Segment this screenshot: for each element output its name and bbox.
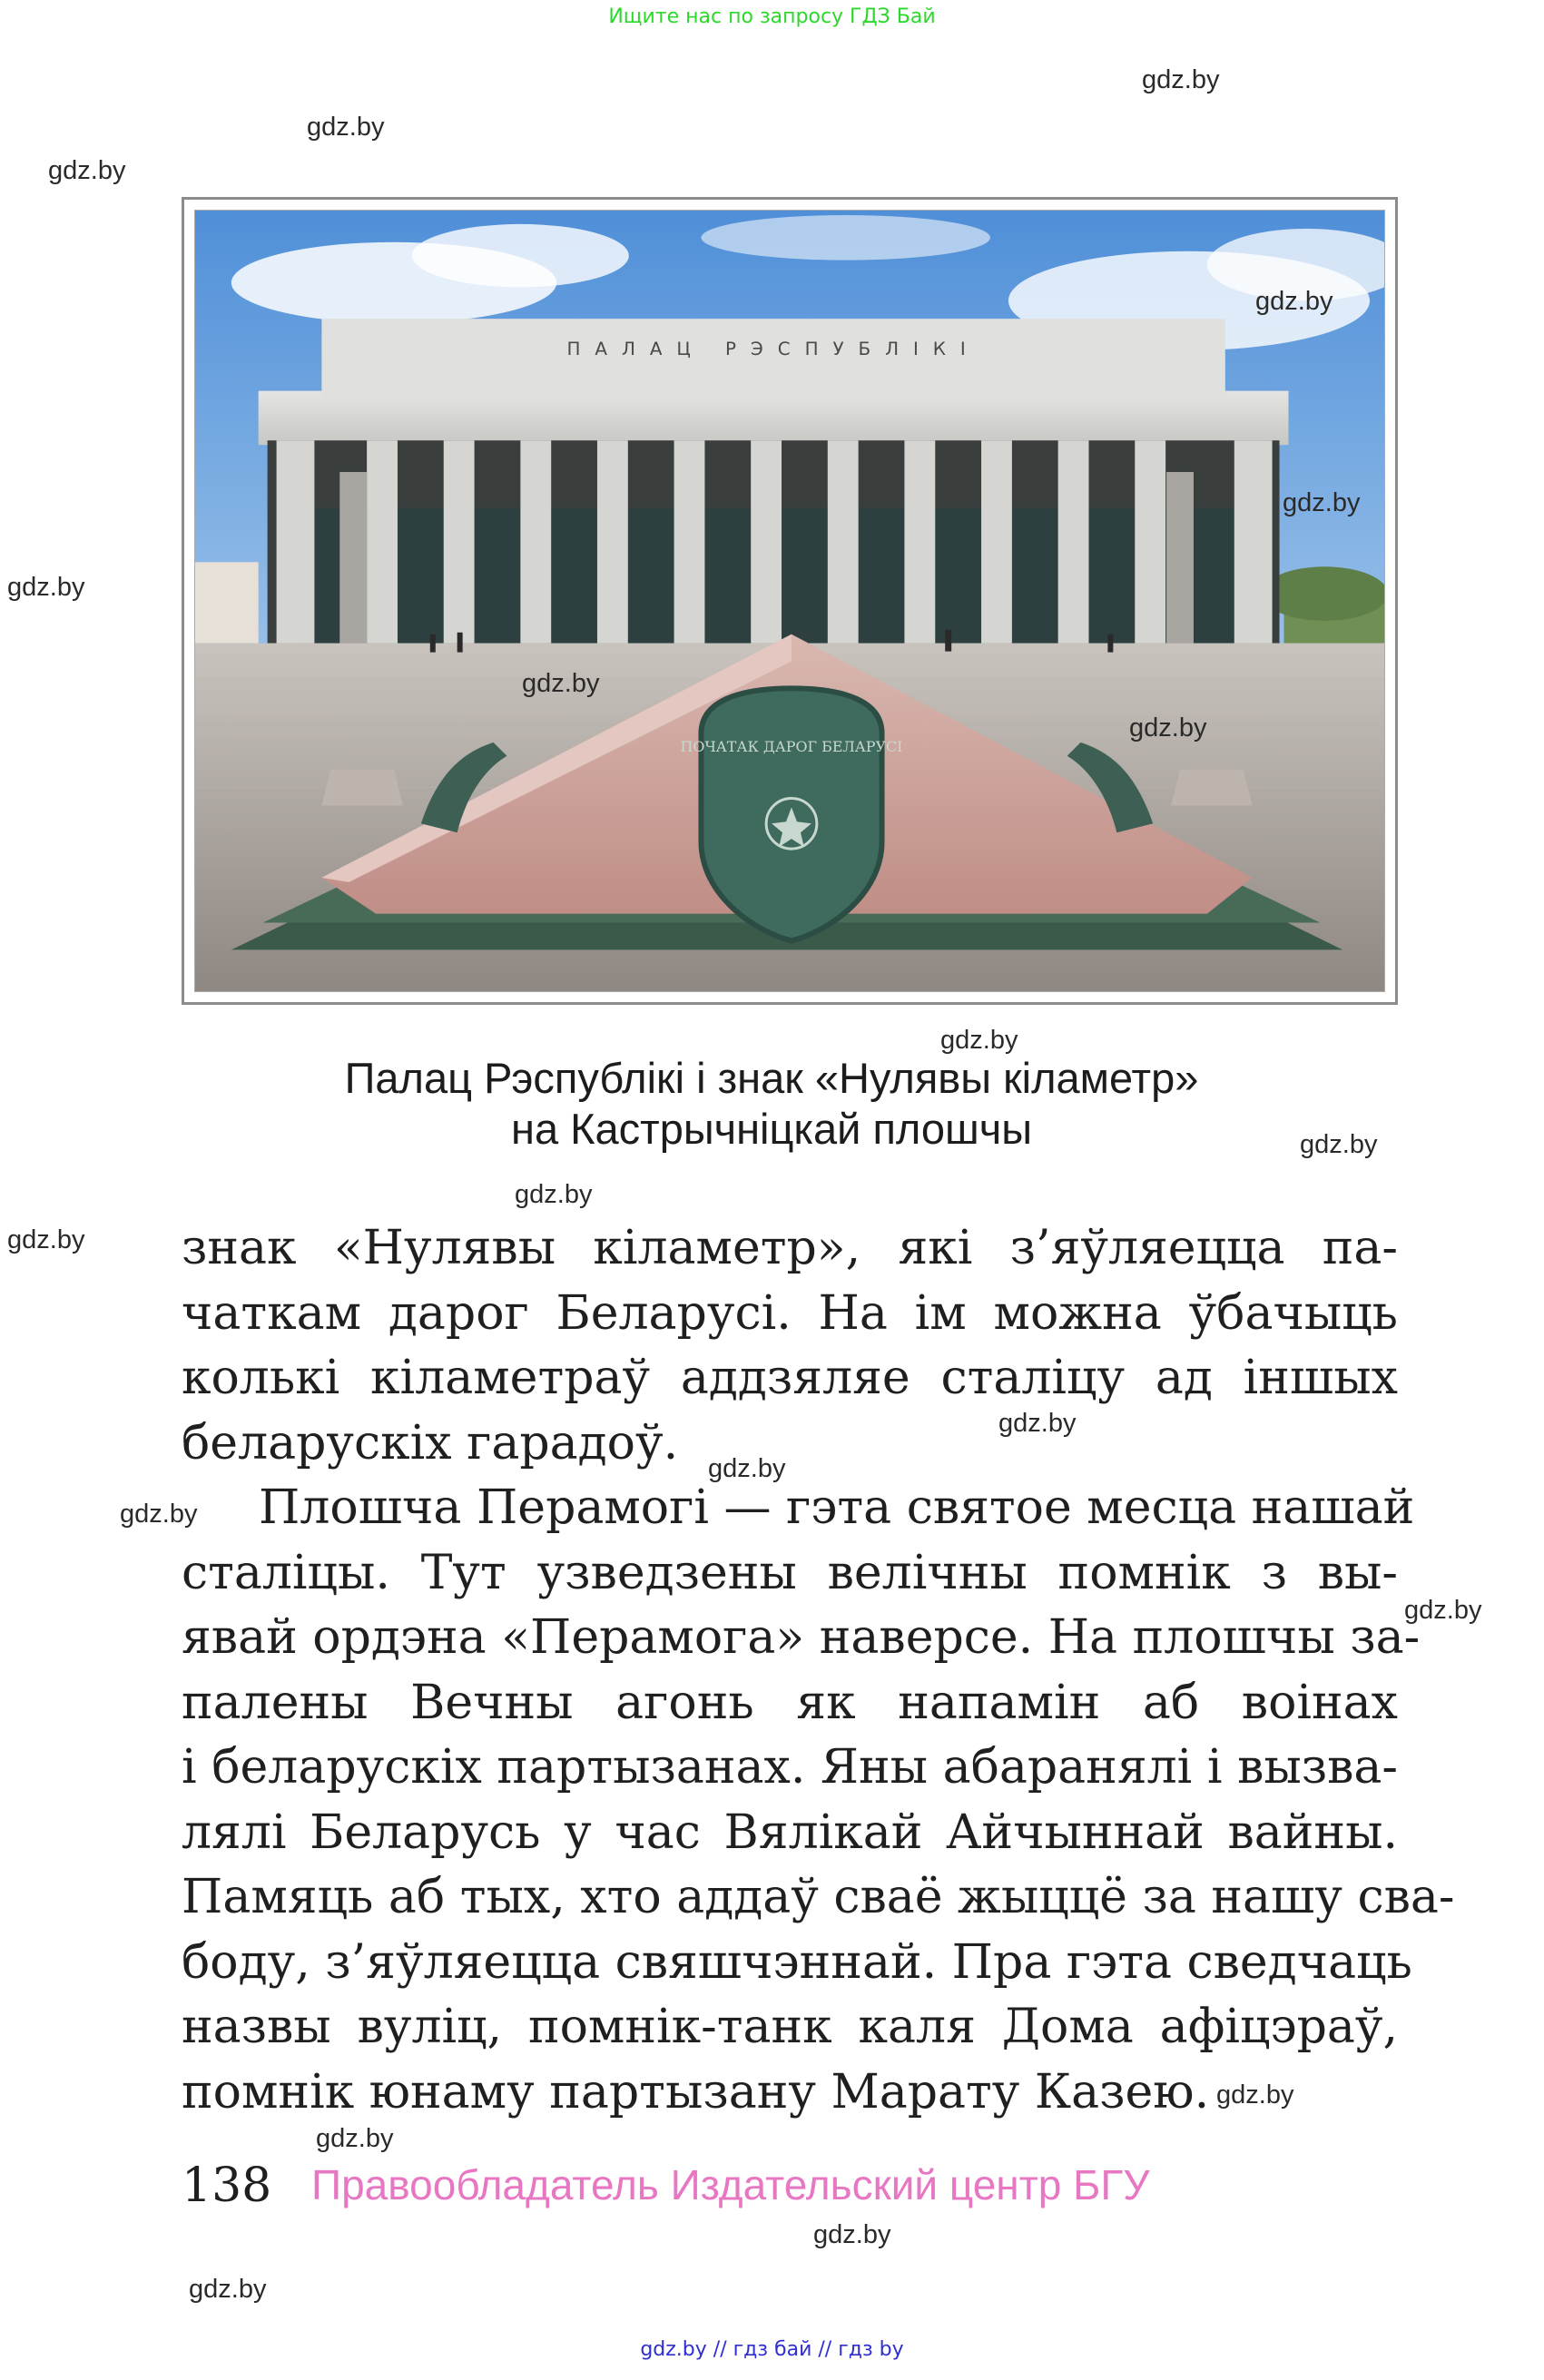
text-line: лялі Беларусь у час Вялікай Айчыннай вайны. [182,1805,1398,1860]
watermark: gdz.by [1255,287,1333,316]
text-line: знак «Нулявы кіламетр», які з’яўляецца па- [182,1221,1398,1275]
text-line: сталіцы. Тут узведзены велічны помнік з вы- [182,1545,1398,1600]
page-number: 138 [182,2159,272,2213]
watermark: gdz.by [7,1225,85,1254]
text-line: Плошча Перамогі — гэта святое месца нашай [259,1480,1415,1535]
text-line: назвы вуліц, помнік-танк каля Дома афіцэраў, [182,2000,1398,2054]
text-line: боду, з’яўляецца свяшчэннай. Пра гэта сведчаць [182,1934,1412,1990]
text-line: беларускіх гарадоў. [182,1415,679,1470]
plaque-inscription: ПОЧАТАК ДАРОГ БЕЛАРУСІ [680,737,903,755]
palace-photo [194,210,1385,992]
watermark: gdz.by [522,669,600,698]
watermark: gdz.by [940,1026,1018,1055]
figure-caption [272,1053,1271,1155]
footer-links[interactable]: gdz.by // гдз бай // гдз by [640,2338,904,2361]
caption-line-1: Палац Рэспублікі і знак «Нулявы кіламетр» [344,1054,1199,1102]
caption-line-2: на Кастрычніцкай плошчы [511,1105,1032,1153]
text-line: і беларускіх партызанах. Яны абаранялі і вызва- [182,1740,1398,1795]
watermark: gdz.by [1300,1130,1378,1159]
watermark: gdz.by [998,1409,1077,1438]
watermark: gdz.by [1404,1596,1482,1625]
watermark: gdz.by [1283,488,1361,517]
watermark: gdz.by [813,2220,891,2249]
watermark: gdz.by [189,2275,267,2304]
palace-of-republic-illustration [195,211,1384,991]
text-line: помнік юнаму партызану Марату Казею. [182,2064,1210,2119]
watermark: gdz.by [1142,65,1220,94]
text-line: палены Вечны агонь як напамін аб воінах [182,1675,1398,1730]
text-line: Памяць аб тых, хто аддаў сваё жыццё за нашу сва- [182,1870,1455,1924]
paragraph-1 [182,1216,1398,1476]
rights-holder: Правообладатель Издательский центр БГУ [311,2161,1150,2208]
watermark: gdz.by [7,573,85,602]
figure-photo-frame [182,197,1398,1005]
watermark: gdz.by [1129,713,1207,743]
watermark: gdz.by [307,113,385,142]
watermark: gdz.by [1216,2080,1294,2110]
text-line: явай ордэна «Перамога» наверсе. На плошчы за- [182,1610,1421,1665]
search-hint-link[interactable]: Ищите нас по запросу ГДЗ Бай [608,5,936,28]
watermark: gdz.by [120,1500,198,1529]
facade-inscription: ПАЛАЦ РЭСПУБЛІКІ [566,338,980,359]
watermark: gdz.by [708,1454,786,1483]
text-line: колькі кіламетраў аддзяляе сталіцу ад іншых [182,1351,1398,1405]
watermark: gdz.by [316,2124,394,2153]
watermark: gdz.by [48,156,126,185]
watermark: gdz.by [515,1180,593,1209]
text-line: чаткам дарог Беларусі. На ім можна ўбачыць [182,1285,1398,1341]
